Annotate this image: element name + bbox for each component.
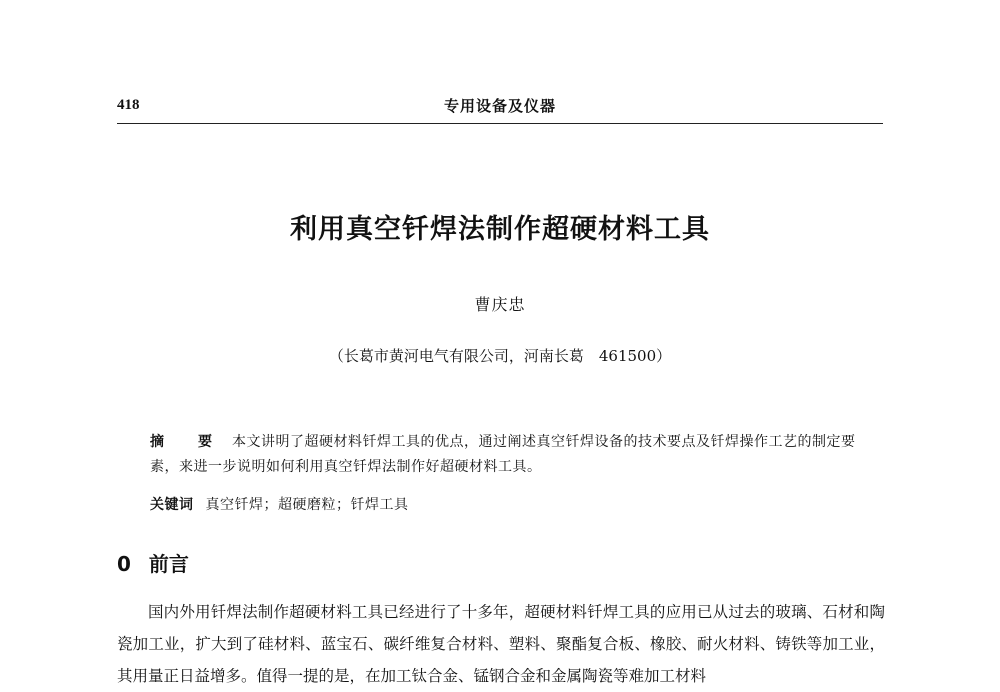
- section-number: 0: [117, 552, 131, 576]
- body-paragraph: 国内外用钎焊法制作超硬材料工具已经进行了十多年，超硬材料钎焊工具的应用已从过去的玻璃、石材和陶瓷加工业，扩大到了硅材料、蓝宝石、碳纤维复合材料、塑料、聚酯复合板、橡胶、耐火材料、铸铁等加工业，其用量正日益增多。值得一提的是，在加工钛合金、锰钢合金和金属陶瓷等难加工材料: [117, 603, 885, 685]
- author-name: 曹庆忠: [474, 295, 526, 314]
- section-title: 前言: [148, 552, 189, 576]
- keywords: [150, 494, 870, 514]
- author-affiliation: （长葛市黄河电气有限公司，河南长葛 461500）: [328, 347, 672, 365]
- keywords-label: 关键词: [150, 497, 194, 513]
- header-rule: [117, 123, 883, 124]
- page-number: 418: [117, 97, 140, 113]
- abstract: [150, 430, 870, 480]
- section-heading: [117, 548, 189, 577]
- abstract-label: 摘 要: [150, 434, 222, 450]
- abstract-text: 本文讲明了超硬材料钎焊工具的优点，通过阐述真空钎焊设备的技术要点及钎焊操作工艺的制定要素，来进一步说明如何利用真空钎焊法制作好超硬材料工具。: [150, 434, 856, 475]
- running-header: 专用设备及仪器: [443, 97, 556, 115]
- article-title: 利用真空钎焊法制作超硬材料工具: [290, 214, 710, 245]
- keywords-text: 真空钎焊；超硬磨粒；钎焊工具: [205, 497, 409, 513]
